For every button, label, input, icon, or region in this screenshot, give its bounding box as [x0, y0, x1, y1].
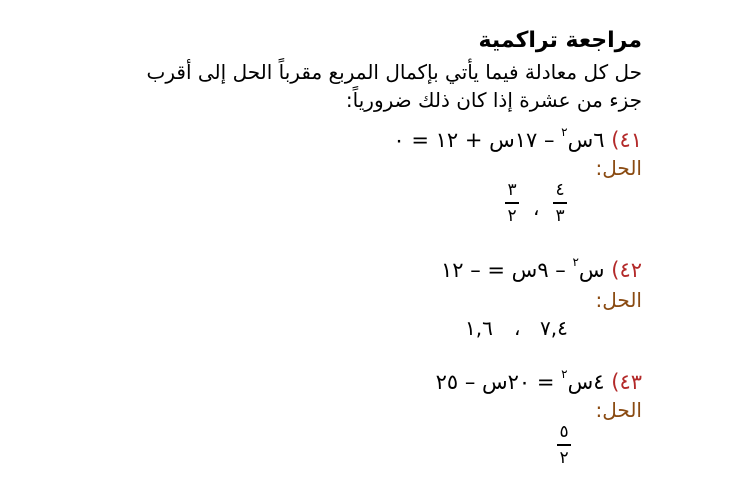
equation-part-b: = ٢٠س – ٢٥ [435, 370, 562, 394]
denominator: ٣ [555, 205, 565, 226]
problem-41-equation [393, 125, 642, 152]
exponent: ٢ [561, 367, 568, 381]
problem-42-answer-1: ٧,٤ [540, 316, 568, 340]
problem-number: ٤١) [611, 128, 642, 152]
equation-part-b: – ١٧س + ١٢ = ٠ [393, 128, 562, 152]
problem-number: ٤٣) [611, 370, 642, 394]
problem-43-equation [435, 367, 642, 394]
problem-41-solution-label: الحل: [595, 156, 642, 180]
problem-42-solution-label: الحل: [595, 288, 642, 312]
numerator: ٥ [559, 422, 569, 442]
problem-42-equation [440, 255, 642, 282]
problem-41-fraction-2 [505, 180, 519, 226]
problem-41-separator: ، [533, 196, 540, 220]
problem-43-fraction [557, 422, 571, 468]
exponent: ٢ [561, 125, 568, 139]
fraction-bar [553, 202, 567, 204]
problem-42-answer-2: ١,٦ [465, 316, 493, 340]
problem-number: ٤٢) [611, 258, 642, 282]
denominator: ٢ [507, 205, 517, 226]
instruction-line-2: جزء من عشرة إذا كان ذلك ضرورياً: [345, 88, 642, 112]
equation-part-a: ٤س [567, 370, 605, 394]
section-title: مراجعة تراكمية [478, 28, 642, 53]
fraction-bar [557, 444, 571, 446]
equation-part-a: س [578, 258, 605, 282]
numerator: ٤ [555, 180, 565, 200]
problem-41-fraction-1 [553, 180, 567, 226]
fraction-bar [505, 202, 519, 204]
equation-part-b: – ٩س = – ١٢ [440, 258, 573, 282]
numerator: ٣ [507, 180, 517, 200]
instruction-line-1: حل كل معادلة فيما يأتي بإكمال المربع مقرباً الحل إلى أقرب [146, 60, 642, 84]
denominator: ٢ [559, 447, 569, 468]
problem-42-separator: ، [514, 316, 521, 340]
equation-part-a: ٦س [567, 128, 605, 152]
problem-43-solution-label: الحل: [595, 398, 642, 422]
exponent: ٢ [572, 255, 579, 269]
